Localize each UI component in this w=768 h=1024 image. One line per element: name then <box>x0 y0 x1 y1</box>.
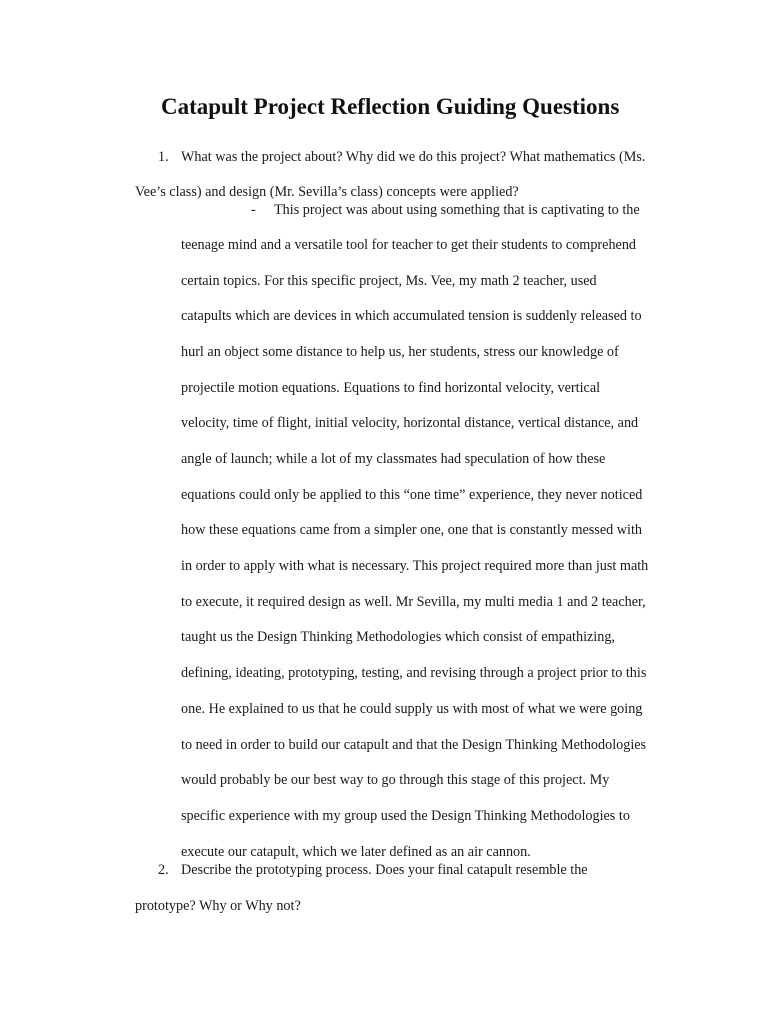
answer-line-2: teenage mind and a versatile tool for teacher to get their students to comprehend <box>181 237 637 253</box>
answer-line-1: This project was about using something that is captivating to the <box>274 202 640 218</box>
question-2-number: 2. <box>158 862 169 878</box>
answer-line-9: equations could only be applied to this “one time” experience, they never noticed <box>181 487 643 503</box>
answer-line-3: certain topics. For this specific project, Ms. Vee, my math 2 teacher, used <box>181 273 597 289</box>
answer-line-17: would probably be our best way to go through this stage of this project. My <box>181 772 610 788</box>
answer-line-15: one. He explained to us that he could supply us with most of what we were going <box>181 701 643 717</box>
answer-line-4: catapults which are devices in which accumulated tension is suddenly released to <box>181 308 642 324</box>
document-title: Catapult Project Reflection Guiding Questions <box>161 94 620 119</box>
answer-bullet: - <box>251 202 256 218</box>
answer-line-18: specific experience with my group used the Design Thinking Methodologies to <box>181 808 630 824</box>
answer-line-6: projectile motion equations. Equations to find horizontal velocity, vertical <box>181 380 601 396</box>
answer-line-8: angle of launch; while a lot of my classmates had speculation of how these <box>181 451 606 467</box>
answer-line-5: hurl an object some distance to help us, her students, stress our knowledge of <box>181 344 619 360</box>
question-1-line-1: What was the project about? Why did we do this project? What mathematics (Ms. <box>181 149 646 165</box>
answer-line-19: execute our catapult, which we later defined as an air cannon. <box>181 844 531 860</box>
question-2-line-1: Describe the prototyping process. Does your final catapult resemble the <box>181 862 588 878</box>
question-1-number: 1. <box>158 149 169 165</box>
answer-line-13: taught us the Design Thinking Methodologies which consist of empathizing, <box>181 629 615 645</box>
answer-line-12: to execute, it required design as well. Mr Sevilla, my multi media 1 and 2 teacher, <box>181 594 646 610</box>
answer-line-11: in order to apply with what is necessary. This project required more than just math <box>181 558 649 574</box>
question-2-line-2: prototype? Why or Why not? <box>135 898 301 914</box>
answer-line-14: defining, ideating, prototyping, testing, and revising through a project prior to this <box>181 665 647 681</box>
answer-line-10: how these equations came from a simpler one, one that is constantly messed with <box>181 522 642 538</box>
answer-line-16: to need in order to build our catapult and that the Design Thinking Methodologies <box>181 737 647 753</box>
answer-line-7: velocity, time of flight, initial velocity, horizontal distance, vertical distance, and <box>181 415 639 431</box>
question-1-line-2: Vee’s class) and design (Mr. Sevilla’s class) concepts were applied? <box>135 184 519 200</box>
